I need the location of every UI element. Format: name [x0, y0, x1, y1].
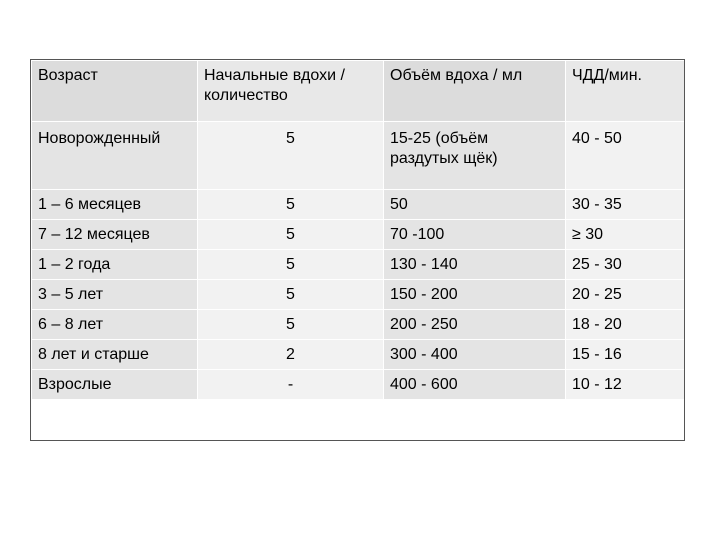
table-row	[32, 122, 685, 190]
cell-initial-breaths: 5	[198, 250, 384, 280]
cell-respiratory-rate: 15 - 16	[566, 340, 685, 370]
cell-initial-breaths: 5	[198, 310, 384, 340]
cell-age: 8 лет и старше	[32, 340, 198, 370]
cell-tidal-volume: 50	[384, 190, 566, 220]
cell-respiratory-rate: 25 - 30	[566, 250, 685, 280]
cell-initial-breaths: 5	[198, 220, 384, 250]
cell-respiratory-rate: 20 - 25	[566, 280, 685, 310]
cell-respiratory-rate: 18 - 20	[566, 310, 685, 340]
cell-age: 1 – 2 года	[32, 250, 198, 280]
cell-age: Взрослые	[32, 370, 198, 400]
table-row	[32, 310, 685, 340]
cell-age: 1 – 6 месяцев	[32, 190, 198, 220]
cell-initial-breaths: -	[198, 370, 384, 400]
header-initial-breaths: Начальные вдохи / количество	[198, 61, 384, 122]
cell-age: 6 – 8 лет	[32, 310, 198, 340]
cell-age: Новорожденный	[32, 122, 198, 190]
cell-tidal-volume: 15-25 (объём раздутых щёк)	[384, 122, 566, 190]
cell-respiratory-rate: 30 - 35	[566, 190, 685, 220]
cell-initial-breaths: 5	[198, 280, 384, 310]
cell-tidal-volume: 300 - 400	[384, 340, 566, 370]
cell-respiratory-rate: ≥ 30	[566, 220, 685, 250]
cell-initial-breaths: 2	[198, 340, 384, 370]
cell-respiratory-rate: 10 - 12	[566, 370, 685, 400]
cell-tidal-volume: 150 - 200	[384, 280, 566, 310]
cell-respiratory-rate: 40 - 50	[566, 122, 685, 190]
header-age: Возраст	[32, 61, 198, 122]
ventilation-table	[31, 60, 685, 400]
table-header-row	[32, 61, 685, 122]
cell-tidal-volume: 130 - 140	[384, 250, 566, 280]
cell-initial-breaths: 5	[198, 190, 384, 220]
cell-tidal-volume: 70 -100	[384, 220, 566, 250]
table-row	[32, 340, 685, 370]
table-row	[32, 280, 685, 310]
header-tidal-volume: Объём вдоха / мл	[384, 61, 566, 122]
cell-age: 3 – 5 лет	[32, 280, 198, 310]
table-row	[32, 370, 685, 400]
table-row	[32, 250, 685, 280]
table-row	[32, 220, 685, 250]
table-row	[32, 190, 685, 220]
header-respiratory-rate: ЧДД/мин.	[566, 61, 685, 122]
cell-tidal-volume: 200 - 250	[384, 310, 566, 340]
cell-tidal-volume: 400 - 600	[384, 370, 566, 400]
cell-age: 7 – 12 месяцев	[32, 220, 198, 250]
cell-initial-breaths: 5	[198, 122, 384, 190]
